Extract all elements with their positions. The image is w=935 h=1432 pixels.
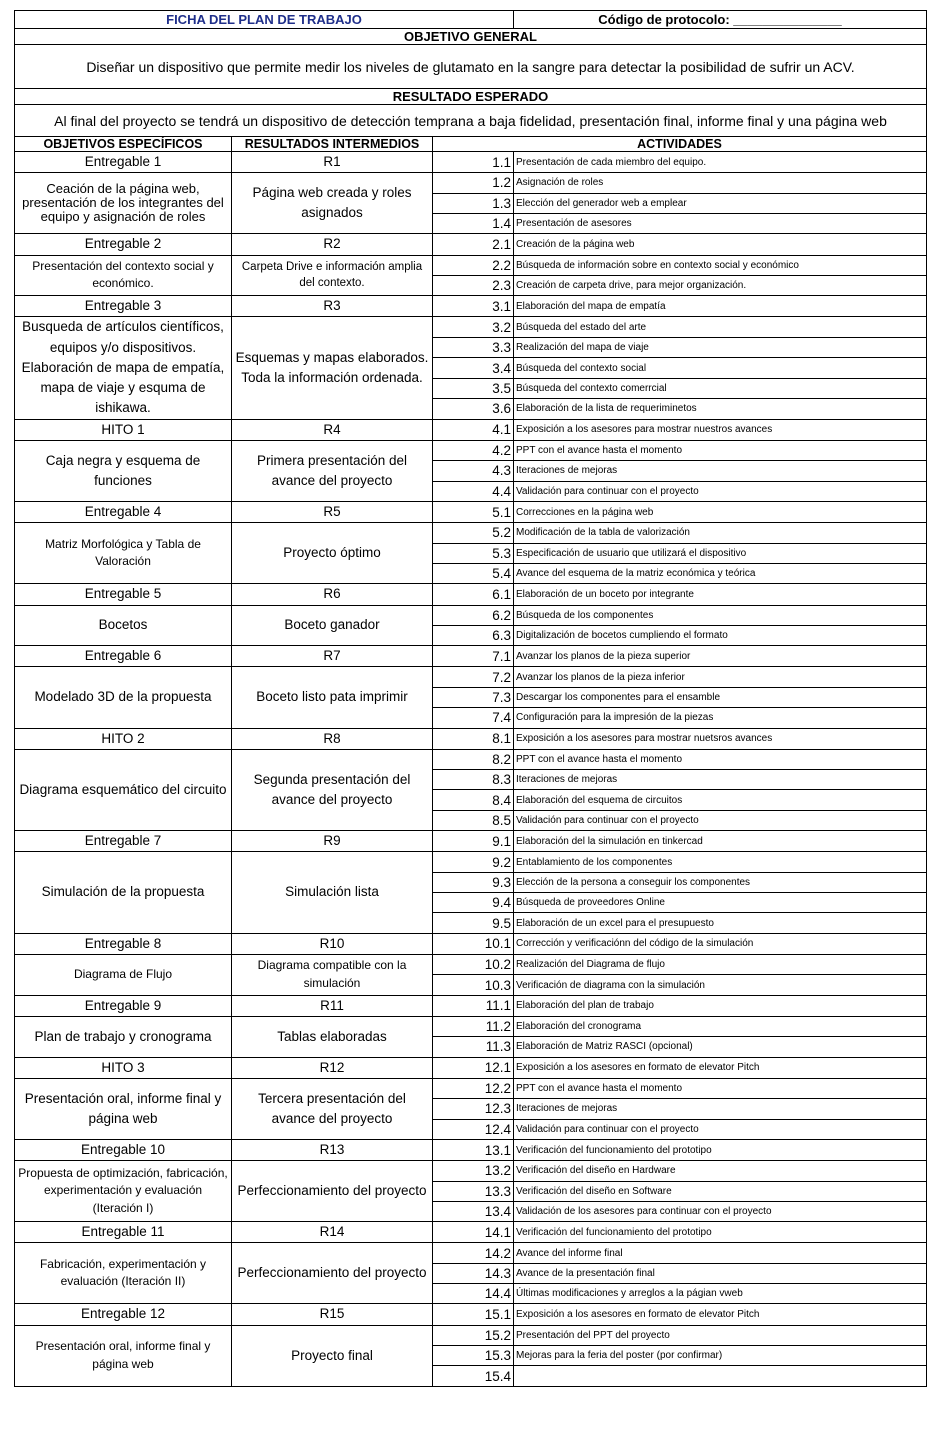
activity-number: 7.2 (433, 667, 514, 687)
activity-number: 8.2 (433, 749, 514, 769)
deliverable-label: Entregable 9 (15, 995, 232, 1016)
activity-description: Avance del esquema de la matriz económica y teórica (514, 563, 927, 583)
activity-number: 11.3 (433, 1037, 514, 1057)
activity-row (15, 995, 927, 1016)
activity-description: Exposición a los asesores para mostrar nuestros avances (514, 419, 927, 440)
intermediate-result: Tablas elaboradas (232, 1016, 433, 1057)
sheet-title: FICHA DEL PLAN DE TRABAJO (15, 11, 514, 29)
intermediate-result: Tercera presentación del avance del proyecto (232, 1078, 433, 1139)
deliverable-label: Entregable 8 (15, 933, 232, 954)
activity-description: Búsqueda del estado del arte (514, 317, 927, 337)
activity-row (15, 440, 927, 460)
activity-row (15, 1139, 927, 1160)
activity-row (15, 419, 927, 440)
result-code: R14 (232, 1222, 433, 1243)
activity-number: 3.4 (433, 358, 514, 378)
activity-row (15, 523, 927, 543)
intermediate-result: Boceto ganador (232, 605, 433, 646)
activity-row (15, 955, 927, 975)
intermediate-result: Proyecto final (232, 1325, 433, 1386)
intermediate-result: Primera presentación del avance del proyecto (232, 440, 433, 501)
activity-number: 7.3 (433, 687, 514, 707)
col-results-header: RESULTADOS INTERMEDIOS (232, 137, 433, 152)
activity-description: Presentación de asesores (514, 213, 927, 233)
column-header-row (15, 137, 927, 152)
specific-objective: Propuesta de optimización, fabricación, experimentación y evaluación (Iteración I) (15, 1161, 232, 1222)
activity-description: Presentación de cada miembro del equipo. (514, 152, 927, 173)
activity-row (15, 667, 927, 687)
activity-description: Últimas modificaciones y arreglos a la págian vweb (514, 1284, 927, 1304)
activity-number: 11.2 (433, 1016, 514, 1036)
activity-description: Verificación del diseño en Hardware (514, 1161, 927, 1181)
deliverable-label: Entregable 11 (15, 1222, 232, 1243)
expected-result-text: Al final del proyecto se tendrá un dispositivo de detección temprana a baja fidelidad, presentación final, informe final y una página web (15, 105, 927, 137)
activity-number: 5.3 (433, 543, 514, 563)
activity-description: Iteraciones de mejoras (514, 461, 927, 481)
activity-number: 14.1 (433, 1222, 514, 1243)
intermediate-result: Perfeccionamiento del proyecto (232, 1161, 433, 1222)
activity-number: 9.4 (433, 893, 514, 913)
result-code: R2 (232, 234, 433, 255)
activity-description: Corrección y verificaciónn del código de la simulación (514, 933, 927, 954)
general-objective-heading-row (15, 29, 927, 45)
intermediate-result: Segunda presentación del avance del proyecto (232, 749, 433, 830)
activity-number: 13.2 (433, 1161, 514, 1181)
activity-number: 5.1 (433, 502, 514, 523)
activity-number: 10.3 (433, 975, 514, 995)
general-objective-text: Diseñar un dispositivo que permite medir los niveles de glutamato en la sangre para detectar la posibilidad de sufrir un ACV. (15, 45, 927, 89)
activity-number: 8.3 (433, 770, 514, 790)
deliverable-label: Entregable 3 (15, 296, 232, 317)
activity-row (15, 749, 927, 769)
intermediate-result: Página web creada y roles asignados (232, 173, 433, 234)
activity-row (15, 584, 927, 605)
activity-description: Avance de la presentación final (514, 1263, 927, 1283)
activity-number: 9.3 (433, 872, 514, 892)
deliverable-label: HITO 1 (15, 419, 232, 440)
activity-row (15, 234, 927, 255)
activity-number: 2.2 (433, 255, 514, 275)
activity-description: Búsqueda de información sobre en contexto social y económico (514, 255, 927, 275)
activity-number: 14.3 (433, 1263, 514, 1283)
result-code: R13 (232, 1139, 433, 1160)
result-code: R4 (232, 419, 433, 440)
activity-number: 8.4 (433, 790, 514, 810)
activity-row (15, 1304, 927, 1325)
activity-number: 3.5 (433, 378, 514, 398)
activity-description: Elaboración del plan de trabajo (514, 995, 927, 1016)
activity-description: Verificación de diagrama con la simulación (514, 975, 927, 995)
activity-description: Presentación del PPT del proyecto (514, 1325, 927, 1345)
activity-row (15, 852, 927, 872)
result-code: R9 (232, 831, 433, 852)
activity-row (15, 173, 927, 193)
activity-description: Elaboración de un excel para el presupuesto (514, 913, 927, 933)
activity-number: 9.5 (433, 913, 514, 933)
activity-description: Entablamiento de los componentes (514, 852, 927, 872)
specific-objective: Ceación de la página web, presentación de los integrantes del equipo y asignación de roles (15, 173, 232, 234)
activity-description: Validación para continuar con el proyecto (514, 1119, 927, 1139)
deliverable-label: Entregable 5 (15, 584, 232, 605)
result-code: R5 (232, 502, 433, 523)
deliverable-label: Entregable 4 (15, 502, 232, 523)
activity-description: Configuración para la impresión de la piezas (514, 708, 927, 728)
general-objective-heading: OBJETIVO GENERAL (15, 29, 927, 45)
activity-description: Avanzar los planos de la pieza inferior (514, 667, 927, 687)
expected-result-heading: RESULTADO ESPERADO (15, 89, 927, 105)
activity-description: Asignación de roles (514, 173, 927, 193)
activity-number: 15.4 (433, 1366, 514, 1386)
activity-row (15, 152, 927, 173)
activity-description: Elaboración de un boceto por integrante (514, 584, 927, 605)
activity-row (15, 605, 927, 625)
specific-objective: Presentación oral, informe final y página web (15, 1078, 232, 1139)
specific-objective: Busqueda de artículos científicos, equipos y/o dispositivos. Elaboración de mapa de empatía, mapa de viaje y esquma de ishikawa. (15, 317, 232, 419)
header-row (15, 11, 927, 29)
specific-objective: Presentación del contexto social y económico. (15, 255, 232, 296)
activity-number: 1.4 (433, 213, 514, 233)
activity-number: 15.1 (433, 1304, 514, 1325)
activity-description: Elaboración del la simulación en tinkercad (514, 831, 927, 852)
specific-objective: Matriz Morfológica y Tabla de Valoración (15, 523, 232, 584)
deliverable-label: Entregable 2 (15, 234, 232, 255)
activity-number: 4.1 (433, 419, 514, 440)
activity-row (15, 1325, 927, 1345)
activity-description: Exposición a los asesores en formato de elevator Pitch (514, 1057, 927, 1078)
activity-description: Elección de la persona a conseguir los componentes (514, 872, 927, 892)
activity-description: Búsqueda de los componentes (514, 605, 927, 625)
activity-number: 1.1 (433, 152, 514, 173)
activity-number: 4.3 (433, 461, 514, 481)
activity-number: 3.1 (433, 296, 514, 317)
specific-objective: Simulación de la propuesta (15, 852, 232, 933)
activity-description: Verificación del diseño en Software (514, 1181, 927, 1201)
activity-row (15, 728, 927, 749)
activity-description: Creación de carpeta drive, para mejor organización. (514, 275, 927, 295)
activity-description: Exposición a los asesores para mostrar nuetsros avances (514, 728, 927, 749)
activity-number: 10.2 (433, 955, 514, 975)
activity-number: 14.4 (433, 1284, 514, 1304)
activity-description: Verificación del funcionamiento del prototipo (514, 1222, 927, 1243)
activity-number: 8.5 (433, 810, 514, 830)
intermediate-result: Carpeta Drive e información amplia del contexto. (232, 255, 433, 296)
activity-number: 9.2 (433, 852, 514, 872)
activity-description: Elaboración de Matriz RASCI (opcional) (514, 1037, 927, 1057)
specific-objective: Bocetos (15, 605, 232, 646)
activity-description: Verificación del funcionamiento del prototipo (514, 1139, 927, 1160)
activity-row (15, 317, 927, 337)
activity-row (15, 831, 927, 852)
specific-objective: Caja negra y esquema de funciones (15, 440, 232, 501)
activity-description: Validación para continuar con el proyecto (514, 810, 927, 830)
specific-objective: Fabricación, experimentación y evaluación (Iteración II) (15, 1243, 232, 1304)
protocol-code-label: Código de protocolo: _______________ (514, 11, 927, 29)
activity-number: 4.4 (433, 481, 514, 501)
deliverable-label: Entregable 7 (15, 831, 232, 852)
activity-row (15, 1222, 927, 1243)
activity-description: PPT con el avance hasta el momento (514, 749, 927, 769)
activity-description: Realización del Diagrama de flujo (514, 955, 927, 975)
activity-number: 8.1 (433, 728, 514, 749)
activity-description: PPT con el avance hasta el momento (514, 1078, 927, 1098)
activity-description: Especificación de usuario que utilizará el dispositivo (514, 543, 927, 563)
work-plan-sheet (14, 10, 926, 1387)
activity-description: Avanzar los planos de la pieza superior (514, 646, 927, 667)
specific-objective: Diagrama esquemático del circuito (15, 749, 232, 830)
activity-number: 6.2 (433, 605, 514, 625)
deliverable-label: HITO 2 (15, 728, 232, 749)
activity-number: 4.2 (433, 440, 514, 460)
specific-objective: Presentación oral, informe final y página web (15, 1325, 232, 1386)
result-code: R10 (232, 933, 433, 954)
deliverable-label: Entregable 6 (15, 646, 232, 667)
activity-number: 7.4 (433, 708, 514, 728)
intermediate-result: Diagrama compatible con la simulación (232, 955, 433, 996)
activity-number: 15.3 (433, 1346, 514, 1366)
deliverable-label: Entregable 12 (15, 1304, 232, 1325)
activity-row (15, 1243, 927, 1263)
activity-row (15, 1057, 927, 1078)
activity-description: Correcciones en la página web (514, 502, 927, 523)
result-code: R3 (232, 296, 433, 317)
activity-description: Iteraciones de mejoras (514, 1099, 927, 1119)
result-code: R12 (232, 1057, 433, 1078)
deliverable-label: Entregable 10 (15, 1139, 232, 1160)
intermediate-result: Boceto listo pata imprimir (232, 667, 433, 728)
activity-description: Modificación de la tabla de valorización (514, 523, 927, 543)
activity-number: 12.2 (433, 1078, 514, 1098)
activity-description: Elaboración del esquema de circuitos (514, 790, 927, 810)
activity-row (15, 1078, 927, 1098)
expected-result-row (15, 105, 927, 137)
activity-number: 10.1 (433, 933, 514, 954)
activity-number: 1.2 (433, 173, 514, 193)
activity-number: 15.2 (433, 1325, 514, 1345)
activity-number: 5.4 (433, 563, 514, 583)
specific-objective: Plan de trabajo y cronograma (15, 1016, 232, 1057)
specific-objective: Modelado 3D de la propuesta (15, 667, 232, 728)
activity-description: Elección del generador web a emplear (514, 193, 927, 213)
activity-description (514, 1366, 927, 1386)
activity-number: 5.2 (433, 523, 514, 543)
activity-number: 13.3 (433, 1181, 514, 1201)
activity-description: Búsqueda del contexto comerrcial (514, 378, 927, 398)
result-code: R1 (232, 152, 433, 173)
work-plan-table (14, 10, 927, 1387)
result-code: R15 (232, 1304, 433, 1325)
activity-description: Validación para continuar con el proyecto (514, 481, 927, 501)
activity-description: Validación de los asesores para continuar con el proyecto (514, 1201, 927, 1221)
activity-number: 13.1 (433, 1139, 514, 1160)
activity-number: 2.1 (433, 234, 514, 255)
activity-number: 12.1 (433, 1057, 514, 1078)
activity-description: Realización del mapa de viaje (514, 337, 927, 357)
general-objective-row (15, 45, 927, 89)
activity-number: 6.3 (433, 625, 514, 645)
activity-row (15, 933, 927, 954)
deliverable-label: HITO 3 (15, 1057, 232, 1078)
activity-description: Elaboración del mapa de empatía (514, 296, 927, 317)
result-code: R11 (232, 995, 433, 1016)
activity-row (15, 1016, 927, 1036)
activity-description: Creación de la página web (514, 234, 927, 255)
activity-number: 6.1 (433, 584, 514, 605)
intermediate-result: Simulación lista (232, 852, 433, 933)
activity-number: 2.3 (433, 275, 514, 295)
result-code: R7 (232, 646, 433, 667)
activity-description: Elaboración de la lista de requeriminetos (514, 399, 927, 420)
activity-description: Búsqueda del contexto social (514, 358, 927, 378)
activity-number: 3.6 (433, 399, 514, 420)
activity-number: 13.4 (433, 1201, 514, 1221)
col-objectives-header: OBJETIVOS ESPECÍFICOS (15, 137, 232, 152)
activity-number: 12.3 (433, 1099, 514, 1119)
activity-description: Búsqueda de proveedores Online (514, 893, 927, 913)
activity-description: Mejoras para la feria del poster (por confirmar) (514, 1346, 927, 1366)
col-activities-header: ACTIVIDADES (433, 137, 927, 152)
activity-row (15, 1161, 927, 1181)
result-code: R8 (232, 728, 433, 749)
activity-row (15, 255, 927, 275)
activity-description: Digitalización de bocetos cumpliendo el formato (514, 625, 927, 645)
intermediate-result: Esquemas y mapas elaborados. Toda la información ordenada. (232, 317, 433, 419)
intermediate-result: Perfeccionamiento del proyecto (232, 1243, 433, 1304)
result-code: R6 (232, 584, 433, 605)
activity-number: 9.1 (433, 831, 514, 852)
activity-description: Elaboración del cronograma (514, 1016, 927, 1036)
activity-description: Iteraciones de mejoras (514, 770, 927, 790)
activity-number: 12.4 (433, 1119, 514, 1139)
activity-description: Avance del informe final (514, 1243, 927, 1263)
activity-number: 3.3 (433, 337, 514, 357)
activity-number: 14.2 (433, 1243, 514, 1263)
activity-row (15, 296, 927, 317)
activity-number: 11.1 (433, 995, 514, 1016)
activity-number: 1.3 (433, 193, 514, 213)
activity-row (15, 646, 927, 667)
intermediate-result: Proyecto óptimo (232, 523, 433, 584)
deliverable-label: Entregable 1 (15, 152, 232, 173)
activity-row (15, 502, 927, 523)
activity-number: 7.1 (433, 646, 514, 667)
activity-description: Descargar los componentes para el ensamble (514, 687, 927, 707)
activity-description: Exposición a los asesores en formato de elevator Pitch (514, 1304, 927, 1325)
expected-result-heading-row (15, 89, 927, 105)
activity-description: PPT con el avance hasta el momento (514, 440, 927, 460)
specific-objective: Diagrama de Flujo (15, 955, 232, 996)
activity-number: 3.2 (433, 317, 514, 337)
